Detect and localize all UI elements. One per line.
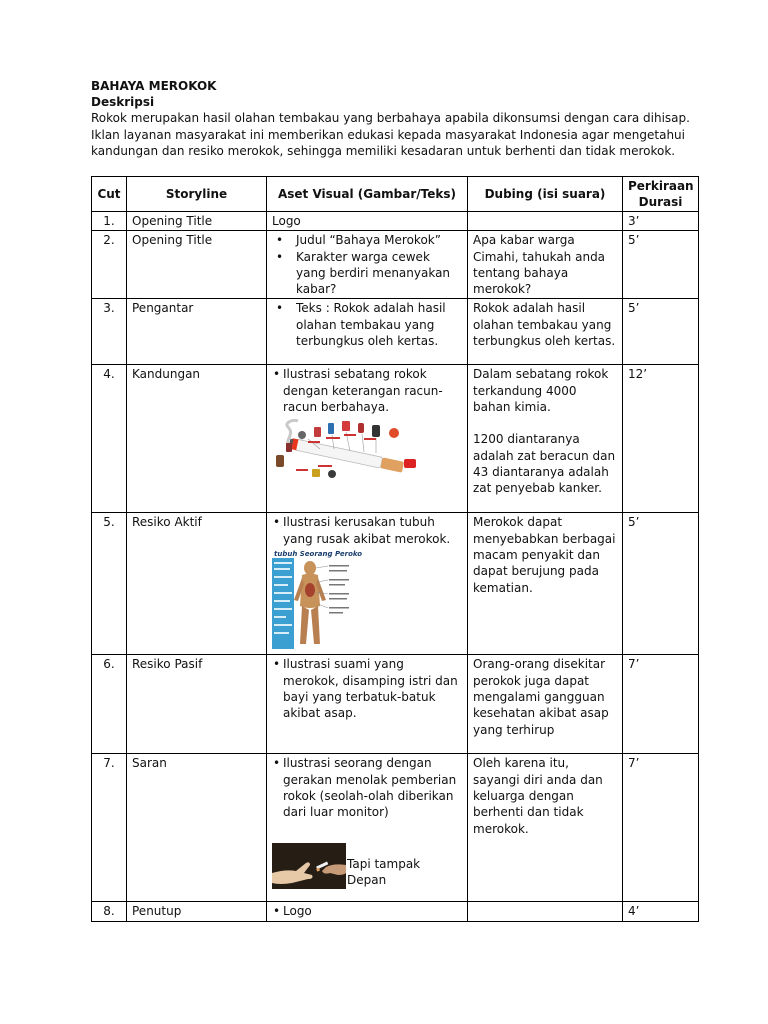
aset-list — [272, 514, 462, 547]
cell-durasi: 5’ — [623, 231, 699, 299]
body-poster-title: tubuh Seorang Peroko — [274, 550, 363, 559]
aset-item: • Teks : Rokok adalah hasil olahan tembakau yang terbungkus oleh kertas. — [272, 300, 462, 349]
cell-dubing: Rokok adalah hasil olahan tembakau yang terbungkus oleh kertas. — [468, 299, 623, 365]
aset-item: • Karakter warga cewek yang berdiri menanyakan kabar? — [272, 249, 462, 298]
cell-durasi: 3’ — [623, 212, 699, 231]
cell-dubing — [468, 212, 623, 231]
header-aset-visual: Aset Visual (Gambar/Teks) — [267, 177, 468, 212]
document-subtitle: Deskripsi — [91, 95, 155, 109]
refuse-illustration — [272, 843, 462, 889]
cell-cut: 5. — [92, 513, 127, 655]
cell-storyline: Opening Title — [127, 231, 267, 299]
header-durasi-line2: Durasi — [638, 195, 683, 209]
aset-list — [272, 366, 462, 415]
table-row — [92, 365, 699, 513]
cell-dubing — [468, 902, 623, 921]
cell-aset — [267, 754, 468, 902]
aset-item: • Ilustrasi seorang dengan gerakan menolak pemberian rokok (seolah-olah diberikan dari luar monitor) — [272, 755, 462, 820]
cell-cut: 4. — [92, 365, 127, 513]
aset-list — [272, 300, 462, 349]
cell-storyline: Opening Title — [127, 212, 267, 231]
storyboard-table — [91, 176, 699, 922]
cell-storyline: Kandungan — [127, 365, 267, 513]
cell-cut: 1. — [92, 212, 127, 231]
document-title: BAHAYA MEROKOK — [91, 79, 217, 93]
cell-cut: 3. — [92, 299, 127, 365]
aset-list — [272, 232, 462, 297]
table-row — [92, 513, 699, 655]
aset-item: • Ilustrasi kerusakan tubuh yang rusak akibat merokok. — [272, 514, 462, 547]
cigarette-image — [272, 419, 422, 481]
cell-cut: 2. — [92, 231, 127, 299]
cell-durasi: 7’ — [623, 655, 699, 754]
cell-storyline: Pengantar — [127, 299, 267, 365]
document-description: Rokok merupakan hasil olahan tembakau yang berbahaya apabila dikonsumsi dengan cara dihisap. Iklan layanan masyarakat ini memberikan edukasi kepada masyarakat Indonesia agar mengetahui kandungan dan resiko merokok, sehingga memiliki kesadaran untuk berhenti dan tidak merokok. — [91, 111, 690, 158]
table-row — [92, 231, 699, 299]
cell-aset — [267, 299, 468, 365]
cell-cut: 8. — [92, 902, 127, 921]
aset-list — [272, 656, 462, 721]
cell-dubing: Orang-orang disekitar perokok juga dapat mengalami gangguan kesehatan akibat asap yang terhirup — [468, 655, 623, 754]
cell-storyline: Resiko Pasif — [127, 655, 267, 754]
cell-storyline: Resiko Aktif — [127, 513, 267, 655]
cell-storyline: Penutup — [127, 902, 267, 921]
table-row — [92, 754, 699, 902]
cell-dubing: Apa kabar warga Cimahi, tahukah anda tentang bahaya merokok? — [468, 231, 623, 299]
refuse-cigarette-image — [272, 843, 346, 889]
cell-aset — [267, 655, 468, 754]
cell-durasi: 5’ — [623, 513, 699, 655]
header-durasi-line1: Perkiraan — [628, 179, 694, 193]
header-dubing: Dubing (isi suara) — [468, 177, 623, 212]
cell-aset: Logo — [267, 212, 468, 231]
document — [91, 78, 701, 160]
cell-storyline: Saran — [127, 754, 267, 902]
table-row — [92, 655, 699, 754]
header-cut: Cut — [92, 177, 127, 212]
aset-item: • Logo — [272, 903, 462, 919]
table-header-row — [92, 177, 699, 212]
cell-aset — [267, 365, 468, 513]
aset-list — [272, 903, 462, 919]
cell-dubing: Merokok dapat menyebabkan berbagai macam penyakit dan dapat berujung pada kematian. — [468, 513, 623, 655]
cigarette-illustration — [272, 419, 462, 485]
cell-durasi: 7’ — [623, 754, 699, 902]
aset-caption: Tapi tampak Depan — [347, 856, 421, 888]
header-durasi — [623, 177, 699, 212]
table-row — [92, 212, 699, 231]
cell-durasi: 4’ — [623, 902, 699, 921]
cell-aset — [267, 513, 468, 655]
body-poster-image — [272, 548, 363, 649]
table-row — [92, 902, 699, 921]
header-storyline: Storyline — [127, 177, 267, 212]
aset-item: • Ilustrasi suami yang merokok, disamping istri dan bayi yang terbatuk-batuk akibat asap. — [272, 656, 462, 721]
cell-durasi: 12’ — [623, 365, 699, 513]
cell-aset — [267, 902, 468, 921]
cell-cut: 6. — [92, 655, 127, 754]
aset-item: • Judul “Bahaya Merokok” — [272, 232, 462, 248]
aset-list — [272, 755, 462, 820]
cell-cut: 7. — [92, 754, 127, 902]
aset-item: • Ilustrasi sebatang rokok dengan keterangan racun-racun berbahaya. — [272, 366, 462, 415]
dubing-line: Dalam sebatang rokok terkandung 4000 bahan kimia. — [473, 367, 609, 415]
dubing-line: 1200 diantaranya adalah zat beracun dan 43 diantaranya adalah zat penyebab kanker. — [473, 432, 616, 496]
cell-dubing: Oleh karena itu, sayangi diri anda dan keluarga dengan berhenti dan tidak merokok. — [468, 754, 623, 902]
table-row — [92, 299, 699, 365]
body-damage-illustration — [272, 548, 462, 653]
cell-dubing — [468, 365, 623, 513]
cell-aset — [267, 231, 468, 299]
cell-durasi: 5’ — [623, 299, 699, 365]
